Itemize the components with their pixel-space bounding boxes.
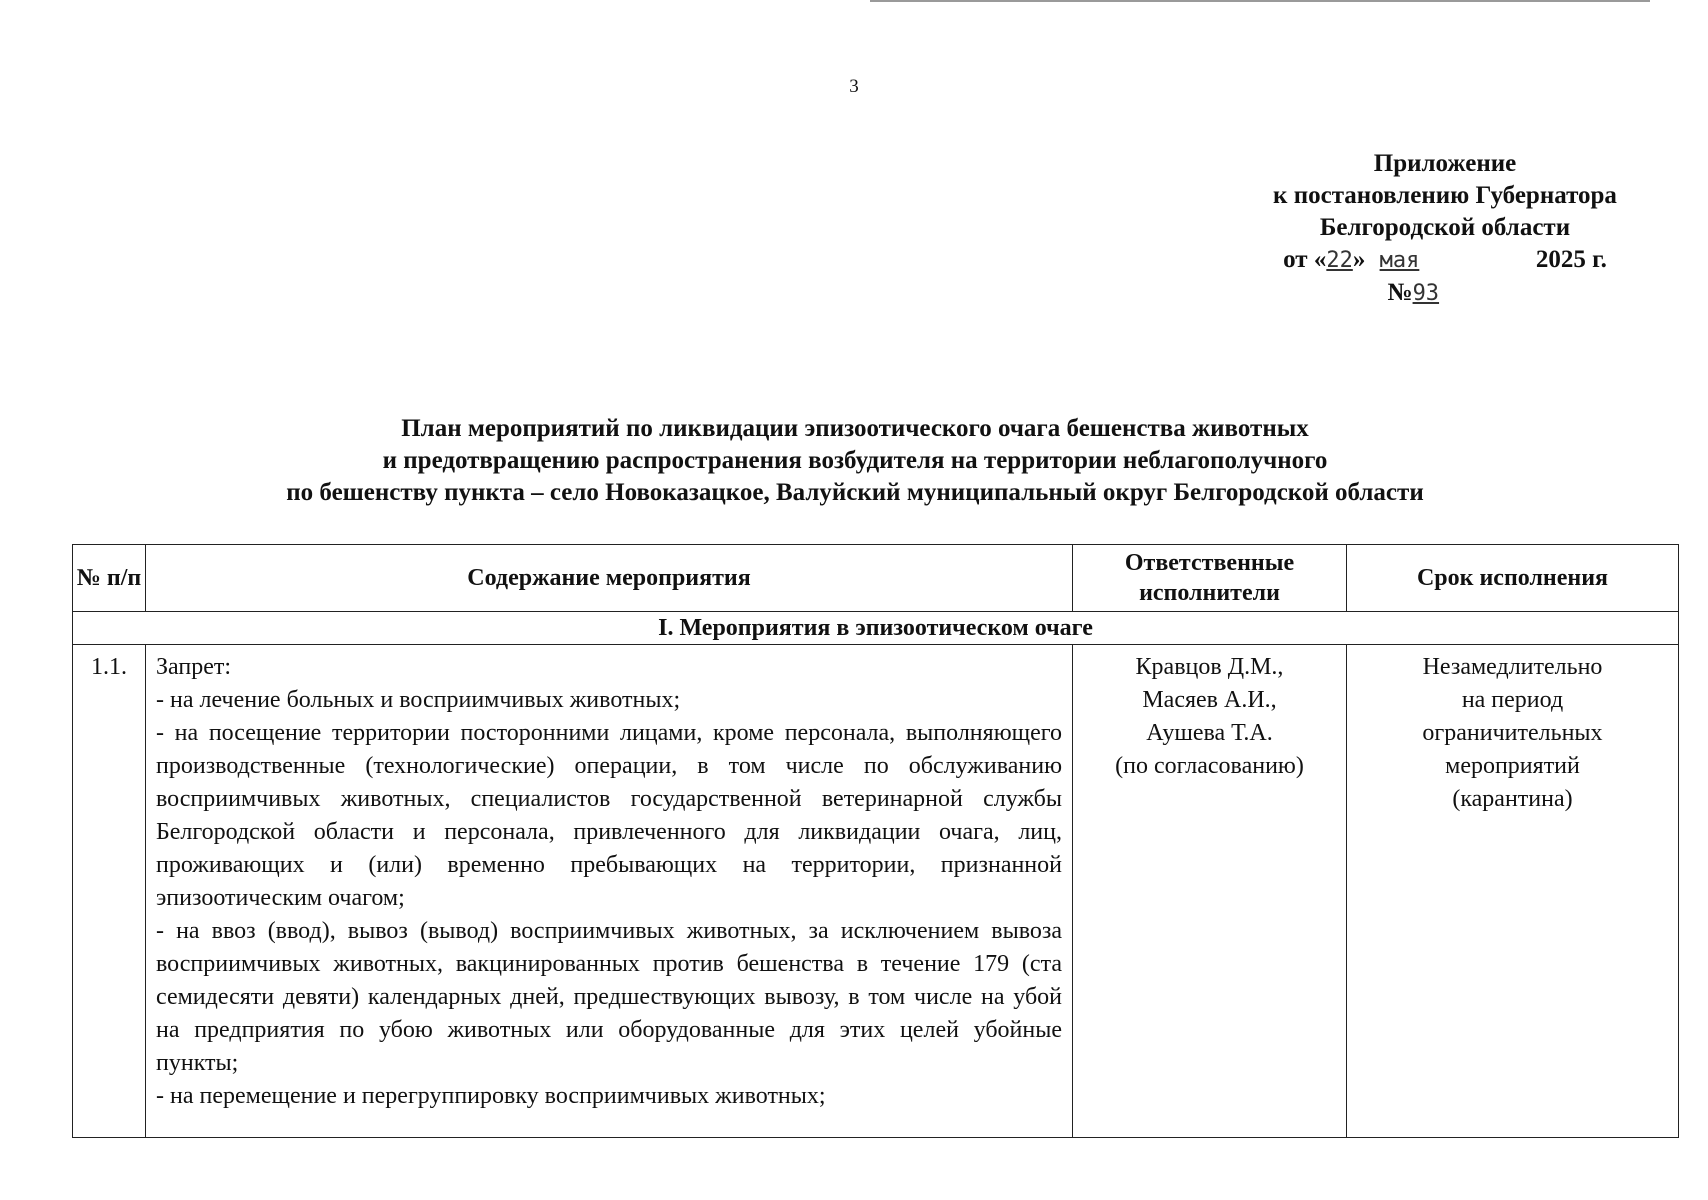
date-mid: » [1352, 246, 1366, 273]
row-responsible [1073, 645, 1347, 1138]
top-rule [870, 0, 1650, 2]
responsible-line: (по согласованию) [1115, 753, 1304, 779]
number-prefix: № [1387, 279, 1413, 306]
responsible-line: Аушева Т.А. [1146, 720, 1273, 746]
plan-title-line-2: и предотвращению распространения возбудителя на территории неблагополучного [382, 447, 1328, 474]
appendix-line-3: Белгородской области [1319, 214, 1571, 241]
plan-title-line-3: по бешенству пункта – село Новоказацкое, Валуйский муниципальный округ Белгородской области [286, 479, 1424, 506]
responsible-line: Кравцов Д.М., [1135, 654, 1284, 680]
content-paragraph: - на лечение больных и восприимчивых животных; [156, 687, 681, 713]
table-row [73, 645, 1679, 1138]
document-number: 93 [1412, 281, 1440, 306]
term-line: (карантина) [1452, 786, 1573, 812]
row-content [146, 645, 1073, 1138]
responsible-line: Масяев А.И., [1142, 687, 1277, 713]
content-paragraph: - на ввоз (ввод), вывоз (вывод) восприимчивых животных, за исключением вывоза восприимчивых животных, вакцинированных против бешенства в течение 179 (ста семидесяти девяти) календарных дней, предшествующих вывозу, в том числе на убой на предприятия по убою животных или оборудованные для этих целей убойные пункты; [156, 918, 1062, 1076]
appendix-line-2: к постановлению Губернатора [1273, 182, 1617, 209]
header-responsible: Ответственные исполнители [1073, 545, 1347, 612]
plan-title-line-1: План мероприятий по ликвидации эпизоотического очага бешенства животных [401, 415, 1309, 442]
date-month: мая [1379, 248, 1420, 273]
page-number: 3 [849, 76, 859, 97]
date-prefix: от « [1283, 246, 1327, 273]
appendix-date-line [1240, 244, 1650, 277]
appendix-number-line [1240, 277, 1650, 310]
header-num: № п/п [73, 545, 146, 612]
content-paragraph: - на перемещение и перегруппировку восприимчивых животных; [156, 1083, 826, 1109]
row-num: 1.1. [73, 645, 146, 1138]
date-year: 2025 г. [1535, 246, 1607, 273]
term-line: на период [1461, 687, 1564, 713]
term-line: ограничительных [1422, 720, 1603, 746]
date-day: 22 [1326, 248, 1353, 273]
section-row [73, 612, 1679, 645]
table-header-row [73, 545, 1679, 612]
content-paragraph: - на посещение территории посторонними лицами, кроме персонала, выполняющего производственные (технологические) операции, в том числе по обслуживанию восприимчивых животных, специалистов государственной ветеринарной службы Белгородской области и персонала, привлеченного для ликвидации очага, лиц, проживающих и (или) временно пребывающих на территории, признанной эпизоотическим очагом; [156, 720, 1062, 911]
plan-title [120, 413, 1590, 509]
appendix-block [1240, 148, 1650, 310]
content-paragraph: Запрет: [156, 654, 232, 680]
term-line: Незамедлительно [1422, 654, 1603, 680]
appendix-line-1: Приложение [1373, 150, 1517, 177]
row-term [1347, 645, 1679, 1138]
plan-table [72, 544, 1679, 1138]
header-term: Срок исполнения [1347, 545, 1679, 612]
header-content: Содержание мероприятия [146, 545, 1073, 612]
section-title: I. Мероприятия в эпизоотическом очаге [73, 612, 1679, 645]
term-line: мероприятий [1445, 753, 1580, 779]
